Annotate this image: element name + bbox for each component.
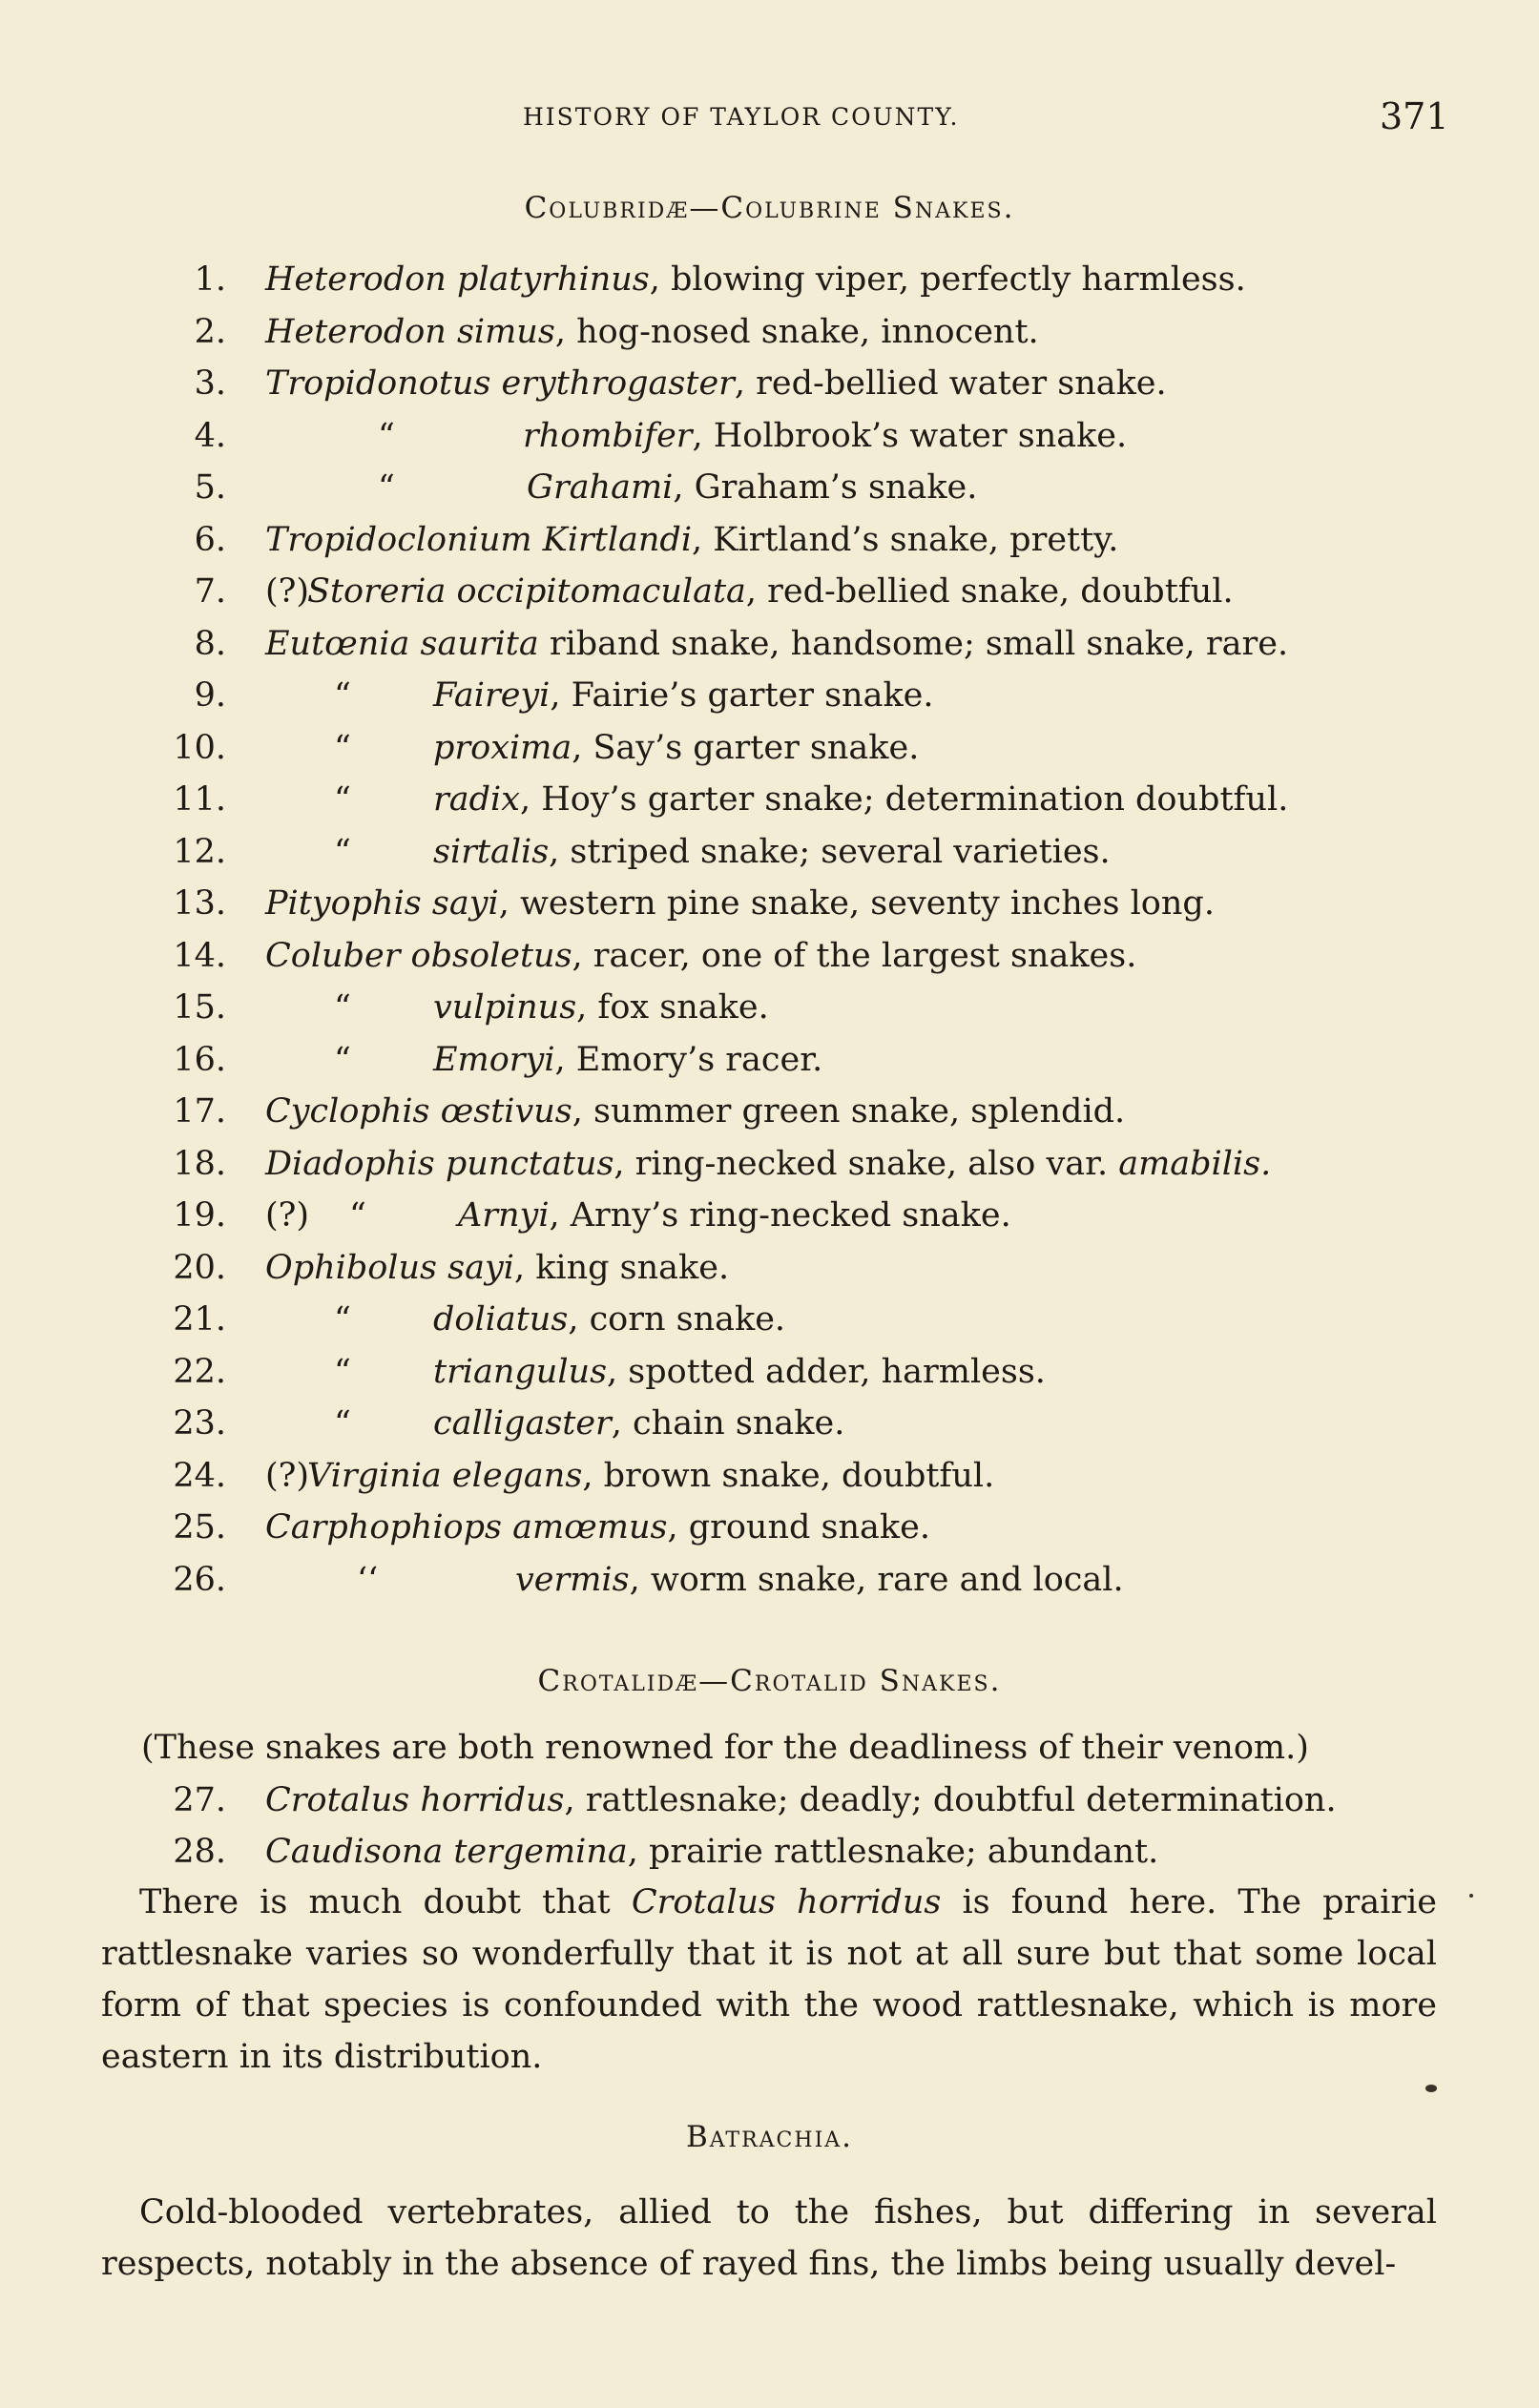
- entry-body: [265, 618, 1288, 670]
- entry-body: [433, 670, 934, 721]
- entry-body: [265, 358, 1167, 409]
- entry-number: 24.: [173, 1456, 226, 1495]
- species-description: , racer, one of the largest snakes.: [572, 936, 1137, 975]
- species-name: Eutœnia saurita: [265, 624, 539, 663]
- entry-number: 2.: [194, 312, 226, 351]
- ditto-mark: “: [334, 1040, 351, 1079]
- list-item: [0, 982, 1431, 1033]
- entry-number: 14.: [173, 936, 226, 975]
- entry-number: 19.: [173, 1196, 226, 1235]
- ditto-mark: “: [334, 780, 351, 819]
- running-title: HISTORY OF TAYLOR COUNTY.: [523, 103, 960, 131]
- batrachia-paragraph: [101, 2187, 1437, 2290]
- list-item: [0, 566, 1431, 617]
- section-heading-batrachia: Batrachia.: [685, 2120, 854, 2154]
- paragraph-species-name: Crotalus horridus: [631, 1883, 942, 1921]
- species-name: Diadophis punctatus: [265, 1144, 614, 1183]
- list-item: [0, 930, 1431, 982]
- species-name: vermis: [515, 1560, 630, 1599]
- species-description: riband snake, handsome; small snake, rare.: [538, 624, 1289, 663]
- entry-body: [265, 1242, 729, 1294]
- ditto-mark: ‘‘: [357, 1560, 379, 1599]
- species-name: Caudisona tergemina: [265, 1833, 628, 1871]
- list-item: [0, 1554, 1431, 1606]
- species-description: , worm snake, rare and local.: [629, 1560, 1124, 1599]
- ditto-mark: “: [378, 416, 395, 455]
- entry-number: 16.: [173, 1040, 226, 1079]
- species-description: , hog-nosed snake, innocent.: [554, 312, 1039, 351]
- entry-body: [433, 826, 1111, 878]
- ditto-mark: “: [334, 728, 351, 767]
- list-item: [0, 462, 1431, 513]
- entry-body: [527, 462, 977, 513]
- list-item: [0, 514, 1431, 566]
- list-item: [0, 1826, 1431, 1878]
- entry-number: 8.: [194, 624, 226, 663]
- paragraph-text-after: is found here. The prairie rattlesnake varies so wonderfully that it is not at all sure but that some local form of that species is confounded with the wood rattlesnake, which is more eastern in its distribution.: [101, 1883, 1437, 2076]
- crotalid-paragraph: [101, 1877, 1437, 2083]
- species-description: , western pine snake, seventy inches long.: [498, 884, 1215, 923]
- variety-name: amabilis.: [1118, 1144, 1272, 1183]
- entry-body: [515, 1554, 1124, 1606]
- species-description: , Say’s garter snake.: [572, 728, 920, 767]
- list-item: [0, 722, 1431, 774]
- batrachia-paragraph-text: Cold-blooded vertebrates, allied to the fishes, but differing in several respects, notably in the absence of rayed fins, the limbs being usually devel-: [101, 2193, 1437, 2283]
- species-description: , Emory’s racer.: [554, 1040, 823, 1079]
- species-description: , Holbrook’s water snake.: [692, 416, 1128, 455]
- species-name: proxima: [433, 728, 572, 767]
- list-item: [0, 1138, 1431, 1190]
- ditto-mark: “: [378, 468, 395, 507]
- species-name: Tropidoclonium Kirtlandi: [265, 520, 693, 559]
- entry-number: 3.: [194, 364, 226, 403]
- species-name: rhombifer: [523, 416, 693, 455]
- entry-body: [307, 566, 1234, 617]
- species-description: , king snake.: [513, 1248, 730, 1287]
- uncertain-marker: (?): [265, 572, 310, 611]
- entry-body: [307, 1450, 994, 1502]
- entry-number: 5.: [194, 468, 226, 507]
- entry-body: [265, 1138, 1271, 1190]
- species-name: doliatus: [433, 1300, 569, 1339]
- entry-body: [265, 306, 1039, 358]
- list-item: [0, 774, 1431, 825]
- list-item: [0, 1242, 1431, 1294]
- species-name: Cyclophis œstivus: [265, 1092, 572, 1131]
- entry-number: 20.: [173, 1248, 226, 1287]
- species-name: Crotalus horridus: [265, 1781, 565, 1819]
- entry-number: 26.: [173, 1560, 226, 1599]
- species-name: Carphophiops amœmus: [265, 1508, 668, 1547]
- ditto-mark: “: [334, 1404, 351, 1443]
- ditto-mark: “: [334, 988, 351, 1027]
- species-name: radix: [433, 780, 520, 819]
- list-item: [0, 1398, 1431, 1449]
- list-item: [0, 878, 1431, 929]
- entry-body: [265, 930, 1136, 982]
- species-name: Emoryi: [433, 1040, 555, 1079]
- entry-body: [265, 254, 1246, 305]
- species-description: , Fairie’s garter snake.: [550, 676, 934, 715]
- entry-number: 13.: [173, 884, 226, 923]
- entry-body: [265, 1086, 1125, 1137]
- species-name: Virginia elegans: [307, 1456, 583, 1495]
- entry-body: [433, 1346, 1046, 1398]
- entry-body: [265, 514, 1118, 566]
- entry-number: 9.: [194, 676, 226, 715]
- species-name: Pityophis sayi: [265, 884, 499, 923]
- species-name: Coluber obsoletus: [265, 936, 572, 975]
- list-item: [0, 1086, 1431, 1137]
- list-item: [0, 306, 1431, 358]
- ditto-mark: “: [334, 1352, 351, 1391]
- species-description: , Hoy’s garter snake; determination doubtful.: [519, 780, 1289, 819]
- species-name: Heterodon platyrhinus: [265, 260, 650, 299]
- species-name: triangulus: [433, 1352, 608, 1391]
- section-heading-crotalidae: Crotalidæ—Crotalid Snakes.: [537, 1664, 1002, 1698]
- species-description: , corn snake.: [568, 1300, 786, 1339]
- species-description: , prairie rattlesnake; abundant.: [627, 1833, 1159, 1871]
- list-item: [0, 254, 1431, 305]
- list-item: [0, 618, 1431, 670]
- species-description: , Graham’s snake.: [673, 468, 978, 507]
- list-item: [0, 670, 1431, 721]
- species-description: , Kirtland’s snake, pretty.: [692, 520, 1119, 559]
- entry-number: 28.: [173, 1833, 226, 1871]
- entry-body: [433, 1294, 785, 1345]
- list-item: [0, 1190, 1431, 1241]
- entry-body: [523, 410, 1127, 462]
- entry-body: [458, 1190, 1011, 1241]
- species-name: Heterodon simus: [265, 312, 555, 351]
- species-description: , red-bellied snake, doubtful.: [745, 572, 1234, 611]
- species-description: , brown snake, doubtful.: [582, 1456, 995, 1495]
- entry-body: [433, 722, 919, 774]
- crotalid-intro: (These snakes are both renowned for the deadliness of their venom.): [141, 1729, 1309, 1767]
- species-name: Grahami: [527, 468, 674, 507]
- entry-number: 11.: [173, 780, 226, 819]
- list-item: [0, 1775, 1431, 1826]
- section-heading-colubridae: Colubridæ—Colubrine Snakes.: [524, 191, 1015, 225]
- uncertain-marker: (?): [265, 1196, 310, 1235]
- species-description: , ground snake.: [667, 1508, 930, 1547]
- entry-body: [265, 1502, 930, 1553]
- list-item: [0, 826, 1431, 878]
- entry-number: 21.: [173, 1300, 226, 1339]
- species-description: , chain snake.: [611, 1404, 845, 1443]
- entry-number: 4.: [194, 416, 226, 455]
- ditto-mark: “: [334, 676, 351, 715]
- species-name: Tropidonotus erythrogaster: [265, 364, 735, 403]
- list-item: [0, 1294, 1431, 1345]
- entry-body: [433, 982, 769, 1033]
- page-number: 371: [1380, 95, 1449, 137]
- list-item: [0, 1502, 1431, 1553]
- entry-number: 10.: [173, 728, 226, 767]
- species-name: sirtalis: [433, 832, 550, 871]
- species-description: , Arny’s ring-necked snake.: [549, 1196, 1011, 1235]
- species-description: , striped snake; several varieties.: [549, 832, 1111, 871]
- ditto-mark: “: [334, 1300, 351, 1339]
- entry-number: 6.: [194, 520, 226, 559]
- entry-body: [265, 878, 1215, 929]
- species-name: calligaster: [433, 1404, 612, 1443]
- entry-body: [265, 1826, 1158, 1878]
- entry-body: [433, 774, 1288, 825]
- entry-body: [433, 1034, 822, 1086]
- uncertain-marker: (?): [265, 1456, 310, 1495]
- entry-body: [433, 1398, 844, 1449]
- ditto-mark: “: [349, 1196, 366, 1235]
- entry-number: 23.: [173, 1404, 226, 1443]
- species-name: Faireyi: [433, 676, 551, 715]
- species-description: , ring-necked snake, also var.: [614, 1144, 1119, 1183]
- list-item: [0, 1034, 1431, 1086]
- species-name: Storeria occipitomaculata: [307, 572, 746, 611]
- entry-number: 25.: [173, 1508, 226, 1547]
- species-description: , summer green snake, splendid.: [572, 1092, 1126, 1131]
- species-description: , rattlesnake; deadly; doubtful determination.: [564, 1781, 1337, 1819]
- ditto-mark: “: [334, 832, 351, 871]
- entry-body: [265, 1775, 1337, 1826]
- species-description: , red-bellied water snake.: [734, 364, 1167, 403]
- species-description: , spotted adder, harmless.: [607, 1352, 1046, 1391]
- ink-speck: [1469, 1894, 1473, 1898]
- species-description: , fox snake.: [576, 988, 769, 1027]
- entry-number: 18.: [173, 1144, 226, 1183]
- species-name: vulpinus: [433, 988, 577, 1027]
- species-name: Ophibolus sayi: [265, 1248, 514, 1287]
- entry-number: 27.: [173, 1781, 226, 1819]
- species-description: , blowing viper, perfectly harmless.: [649, 260, 1246, 299]
- entry-number: 17.: [173, 1092, 226, 1131]
- list-item: [0, 1346, 1431, 1398]
- entry-number: 22.: [173, 1352, 226, 1391]
- entry-number: 1.: [194, 260, 226, 299]
- ink-speck: [1425, 2085, 1437, 2092]
- entry-number: 12.: [173, 832, 226, 871]
- species-name: Arnyi: [458, 1196, 550, 1235]
- entry-number: 15.: [173, 988, 226, 1027]
- list-item: [0, 1450, 1431, 1502]
- list-item: [0, 358, 1431, 409]
- entry-number: 7.: [194, 572, 226, 611]
- list-item: [0, 410, 1431, 462]
- paragraph-text-before: There is much doubt that: [139, 1883, 632, 1921]
